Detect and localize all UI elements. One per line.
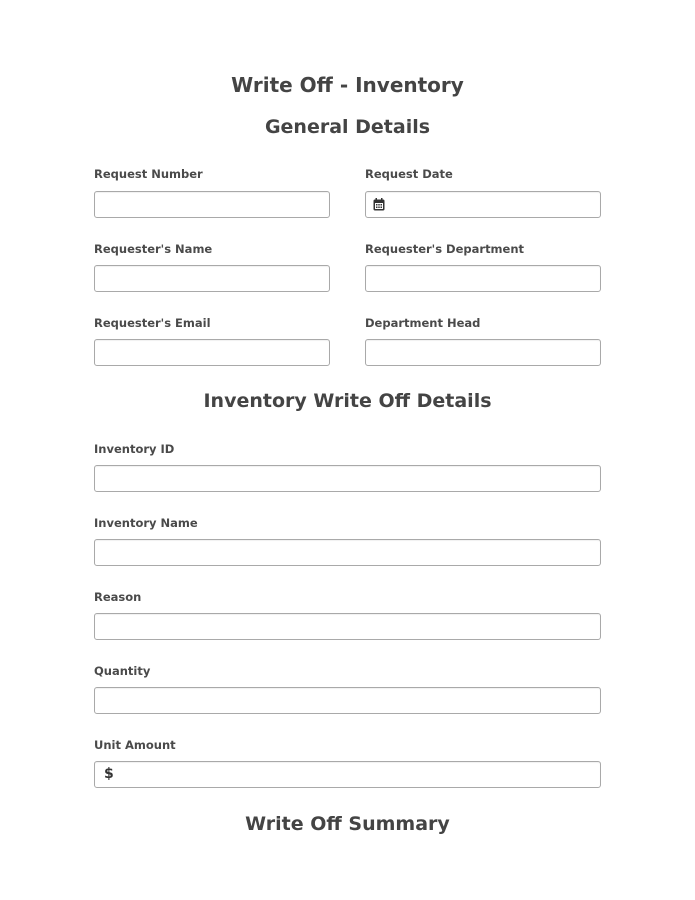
- requester-email-label: Requester's Email: [94, 316, 211, 330]
- request-number-label: Request Number: [94, 167, 203, 181]
- quantity-label: Quantity: [94, 664, 151, 678]
- requester-name-label: Requester's Name: [94, 242, 213, 256]
- section-heading-write-off-summary: Write Off Summary: [245, 813, 450, 835]
- quantity-input[interactable]: [94, 687, 601, 714]
- request-date-label: Request Date: [365, 167, 453, 181]
- inventory-name-label: Inventory Name: [94, 516, 198, 530]
- reason-input[interactable]: [94, 613, 601, 640]
- request-number-input[interactable]: [94, 191, 330, 218]
- section-heading-inventory-write-off-details: Inventory Write Off Details: [203, 390, 492, 412]
- calendar-icon[interactable]: [373, 198, 385, 211]
- form-title: Write Off - Inventory: [231, 73, 464, 97]
- requester-name-input[interactable]: [94, 265, 330, 292]
- unit-amount-label: Unit Amount: [94, 738, 176, 752]
- reason-label: Reason: [94, 590, 142, 604]
- inventory-name-input[interactable]: [94, 539, 601, 566]
- department-head-input[interactable]: [365, 339, 601, 366]
- request-date-input[interactable]: [365, 191, 601, 218]
- requester-department-label: Requester's Department: [365, 242, 525, 256]
- unit-amount-input[interactable]: [94, 761, 601, 788]
- requester-department-input[interactable]: [365, 265, 601, 292]
- inventory-id-input[interactable]: [94, 465, 601, 492]
- inventory-id-label: Inventory ID: [94, 442, 175, 456]
- department-head-label: Department Head: [365, 316, 481, 330]
- section-heading-general-details: General Details: [264, 116, 431, 138]
- currency-prefix: $: [104, 766, 114, 782]
- requester-email-input[interactable]: [94, 339, 330, 366]
